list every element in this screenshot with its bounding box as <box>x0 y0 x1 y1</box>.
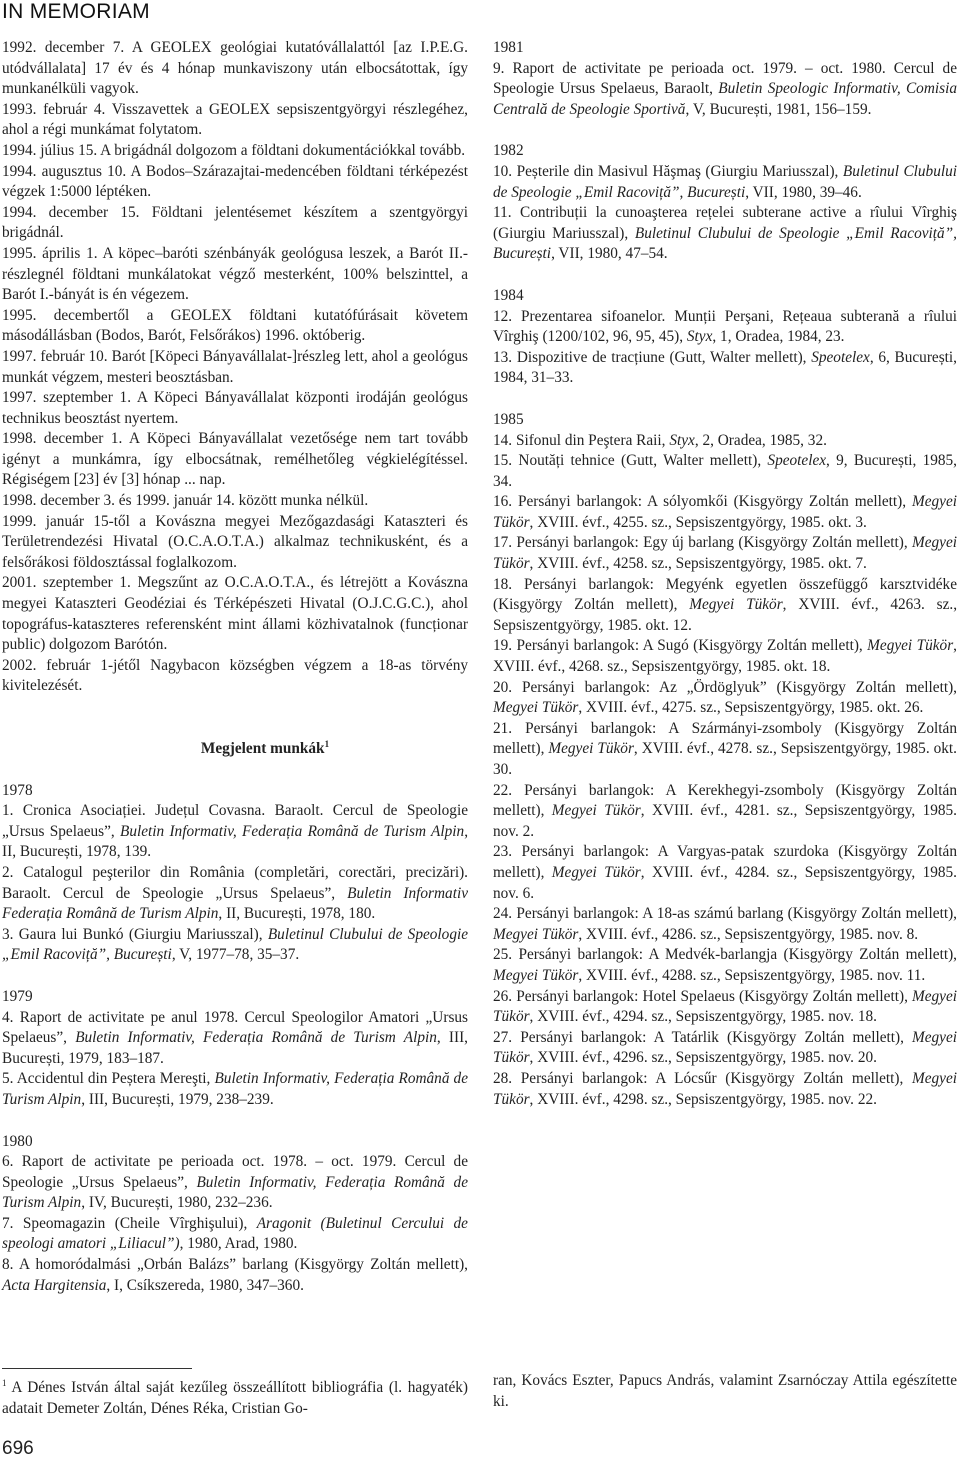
chronology-entry: 1997. szeptember 1. A Köpeci Bányavállalat központi irodáján geológus technikus beosztást nyertem. <box>2 389 468 427</box>
entry-text: 4. Raport de activitate pe anul 1978. Cercul Speologilor Amatori „Ursus Spelaeus”, <box>2 1008 468 1047</box>
chronology-entry: 1993. február 4. Visszavettek a GEOLEX sepsiszentgyörgyi részlegéhez, ahol a régi munkámat folytatom. <box>2 100 468 139</box>
bibliography-1985 <box>493 431 957 1111</box>
entry-publication: Buletinul Clubului de Speologie „Emil Racoviță”, București <box>2 925 469 964</box>
bibliography-entry <box>493 307 957 348</box>
bibliography-entry <box>493 1069 957 1110</box>
chronology-entry: 1998. december 1. A Köpeci Bányavállalat vezetősége nem tart tovább igényt a munkámra, így elbocsátnak, remélhetőleg végkielégítéssel. Régiségem [23] év [3] hónap ... nap. <box>2 430 468 489</box>
bibliography-entry <box>493 451 957 492</box>
entry-text: 23. Persányi barlangok: A Vargyas-patak szurdoka (Kisgyörgy Zoltán mellett), <box>493 843 957 881</box>
chronology-entry: 1995. decembertől a GEOLEX földtani kutatófúrásait követem másodállásban (Bodos, Barót, Felsőrákos) 1996. októberig. <box>2 306 468 345</box>
entry-details: , 1, Oradea, 1984, 23. <box>712 328 845 346</box>
bibliography-1981 <box>493 59 957 121</box>
entry-publication: Acta Hargitensia <box>2 1276 107 1294</box>
chronology-list <box>2 38 468 697</box>
entry-details: , II, București, 1978, 180. <box>218 905 376 923</box>
entry-publication: Buletinul Clubului de Speologie „Emil Racoviță”, București <box>493 162 958 201</box>
bibliography-1984 <box>493 307 957 389</box>
entry-text: 2. Catalogul peşterilor din România (completări, corectări, precizări). Baraolt. Cercul de Speologie „Ursus Spelaeus”, <box>2 863 468 902</box>
bibliography-entry <box>2 1008 468 1070</box>
year-heading-1982: 1982 <box>493 142 524 160</box>
entry-publication: Megyei Tükör <box>493 493 957 531</box>
entry-details: , XVIII. évf., 4281. sz., Sepsiszentgyörgy, 1985. nov. 2. <box>493 802 957 840</box>
entry-publication: Speotelex <box>811 348 870 366</box>
entry-text: 13. Dispozitive de tracțiune (Gutt, Walter mellett), <box>493 348 812 366</box>
chronology-entry: 1997. február 10. Barót [Köpeci Bányavállalat-]részleg lett, ahol a geológus munkát végzem, mesteri beosztásban. <box>2 347 468 386</box>
bibliography-entry <box>493 678 957 719</box>
entry-publication: Megyei Tükör <box>493 534 957 573</box>
entry-publication: Megyei Tükör <box>493 987 957 1026</box>
entry-text: 20. Persányi barlangok: Az „Ördöglyuk” (Kisgyörgy Zoltán mellett), <box>493 678 957 696</box>
entry-details: , XVIII. évf., 4284. sz., Sepsiszentgyörgy, 1985. nov. 6. <box>493 863 957 902</box>
entry-publication: Megyei Tükör <box>551 863 641 881</box>
bibliography-entry <box>2 1152 468 1214</box>
entry-text: 28. Persányi barlangok: A Lócsűr (Kisgyörgy Zoltán mellett), <box>493 1069 912 1087</box>
page-number: 696 <box>2 1438 34 1459</box>
entry-details: , XVIII. évf., 4298. sz., Sepsiszentgyörgy, 1985. nov. 22. <box>529 1090 877 1108</box>
bibliography-entry <box>493 719 957 781</box>
bibliography-entry <box>493 162 957 203</box>
bibliography-entry <box>2 863 468 925</box>
bibliography-1980 <box>2 1152 468 1296</box>
running-title: IN MEMORIAM <box>2 0 150 23</box>
entry-text: 14. Sifonul din Peştera Raii, <box>493 431 670 449</box>
chronology-entry: 2002. február 1-jétől Nagybacon községben végzem a 18-as törvény kivitelezését. <box>2 656 468 695</box>
entry-details: , II, București, 1978, 139. <box>2 822 469 861</box>
entry-details: , XVIII. évf., 4255. sz., Sepsiszentgyörgy, 1985. okt. 3. <box>529 513 867 531</box>
entry-details: , XVIII. évf., 4296. sz., Sepsiszentgyörgy, 1985. nov. 20. <box>529 1049 877 1067</box>
bibliography-entry <box>493 533 957 574</box>
right-column <box>493 38 957 1110</box>
bibliography-entry <box>2 925 468 966</box>
entry-text: 22. Persányi barlangok: A Kerekhegyi-zsomboly (Kisgyörgy Zoltán mellett), <box>493 781 957 820</box>
entry-publication: Megyei Tükör <box>493 966 579 984</box>
entry-publication: Styx <box>686 328 713 346</box>
bibliography-entry <box>493 59 957 121</box>
entry-details: , VII, 1980, 39–46. <box>745 183 862 201</box>
bibliography-entry <box>493 842 957 904</box>
entry-text: 27. Persányi barlangok: A Tatárlik (Kisgyörgy Zoltán mellett), <box>493 1028 912 1046</box>
bibliography-entry <box>493 636 957 677</box>
entry-details: , V, București, 1981, 156–159. <box>685 100 872 118</box>
bibliography-entry <box>2 1214 468 1255</box>
entry-publication: Buletinul Clubului de Speologie „Emil Racoviță”, București <box>493 224 957 263</box>
entry-text: 3. Gaura lui Bunkó (Giurgiu Mariusszal), <box>2 925 268 943</box>
bibliography-entry <box>493 945 957 986</box>
entry-text: 15. Noutăți tehnice (Gutt, Walter mellett), <box>493 452 768 470</box>
bibliography-entry <box>493 492 957 533</box>
year-heading-1985: 1985 <box>493 410 524 428</box>
chronology-entry: 1994. július 15. A brigádnál dolgozom a földtani dokumentációkkal tovább. <box>2 141 466 159</box>
entry-details: , 9, București, 1985, 34. <box>493 452 958 490</box>
entry-text: 25. Persányi barlangok: A Medvék-barlangja (Kisgyörgy Zoltán mellett), <box>493 946 957 964</box>
entry-details: , III, București, 1979, 238–239. <box>81 1090 274 1108</box>
entry-text: 7. Speomagazin (Cheile Vîrghişului), <box>2 1214 257 1232</box>
entry-details: , 1980, Arad, 1980. <box>179 1235 298 1253</box>
footnote-right <box>493 1371 957 1412</box>
entry-publication: Buletin Informativ, Federația Română de Turism Alpin <box>75 1029 437 1047</box>
chronology-entry: 1998. december 3. és 1999. január 14. között munka nélkül. <box>2 492 369 510</box>
footnote-reference: 1 <box>324 738 330 749</box>
footnote-text-right: ran, Kovács Eszter, Papucs András, valamint Zsarnóczay Attila egészítette ki. <box>493 1372 957 1410</box>
bibliography-entry <box>493 904 957 945</box>
entry-details: , XVIII. évf., 4275. sz., Sepsiszentgyörgy, 1985. okt. 26. <box>578 699 924 717</box>
year-heading-1979: 1979 <box>2 987 33 1005</box>
chronology-entry: 1999. január 15-től a Kovászna megyei Mezőgazdasági Kataszteri és Területrendezési Hivatal (O.C.A.O.T.A.) alkalmaz technikusként, és a felsőrákosi földosztással foglalkozom. <box>2 512 468 571</box>
left-column <box>2 38 468 1296</box>
year-heading-1980: 1980 <box>2 1132 33 1150</box>
bibliography-1978 <box>2 801 468 966</box>
chronology-entry: 1992. december 7. A GEOLEX geológiai kutatóvállalattól [az I.P.E.G. utódvállalata] 17 év és 4 hónap munkaviszony után elbocsátottak, így munkanélküli vagyok. <box>2 39 468 98</box>
entry-publication: Aragonit (Buletinul Cercului de speologi amatori „Liliacul”) <box>2 1214 468 1253</box>
chronology-entry: 1995. április 1. A köpec–baróti szénbányák geológusa leszek, a Barót II.-részlegnél földtani munkálatokat végző mesterként, 100% belszinttel, a Barót I.-bányát is én végezem. <box>2 244 468 304</box>
entry-publication: Megyei Tükör <box>493 1028 957 1067</box>
bibliography-entry <box>493 781 957 843</box>
bibliography-entry <box>493 987 957 1028</box>
entry-text: 26. Persányi barlangok: Hotel Spelaeus (Kisgyörgy Zoltán mellett), <box>493 987 912 1005</box>
entry-details: , XVIII. évf., 4278. sz., Sepsiszentgyörgy, 1985. okt. 30. <box>493 740 957 778</box>
entry-publication: Buletin Informativ Federația Română de Turism Alpin <box>2 884 468 923</box>
bibliography-entry <box>493 1028 957 1069</box>
entry-publication: Megyei Tükör <box>548 740 634 758</box>
entry-publication: Megyei Tükör <box>493 1069 957 1108</box>
entry-publication: Megyei Tükör <box>867 637 954 655</box>
entry-text: 12. Prezentarea sifoanelor. Munții Perşani, Rețeaua subterană a rîului Vîrghiş (1200/102, 96, 95, 45), <box>493 307 957 346</box>
entry-details: , VII, 1980, 47–54. <box>551 245 668 263</box>
bibliography-entry <box>493 203 957 265</box>
bibliography-entry <box>2 801 468 863</box>
bibliography-entry <box>2 1069 468 1110</box>
entry-text: 6. Raport de activitate pe perioada oct. 1978. – oct. 1979. Cercul de Speologie „Ursus Spelaeus”, <box>2 1153 468 1191</box>
entry-publication: Megyei Tükör <box>493 925 579 943</box>
footnote-rule <box>2 1368 192 1369</box>
entry-details: , V, 1977–78, 35–37. <box>171 946 300 964</box>
entry-publication: Speotelex <box>767 452 827 470</box>
entry-text: 11. Contribuții la cunoaşterea rețelei subterane active a rîului Vîrghiş (Giurgiu Mariusszal), <box>493 204 957 242</box>
entry-text: 5. Accidentul din Peștera Mereşti, <box>2 1070 215 1088</box>
entry-text: 18. Persányi barlangok: Megyénk egyetlen összefüggő karsztvidéke (Kisgyörgy Zoltán mellett), <box>493 575 957 614</box>
entry-text: 24. Persányi barlangok: A 18-as számú barlang (Kisgyörgy Zoltán mellett), <box>493 905 957 923</box>
entry-details: , XVIII. évf., 4268. sz., Sepsiszentgyörgy, 1985. okt. 18. <box>493 637 957 676</box>
entry-text: 19. Persányi barlangok: A Sugó (Kisgyörgy Zoltán mellett), <box>493 637 868 655</box>
entry-text: 21. Persányi barlangok: A Szármányi-zsomboly (Kisgyörgy Zoltán mellett), <box>493 719 957 758</box>
entry-publication: Megyei Tükör <box>551 802 641 820</box>
year-heading-1981: 1981 <box>493 39 524 56</box>
entry-text: 8. A homoródalmási „Orbán Balázs” barlang (Kisgyörgy Zoltán mellett), <box>2 1256 468 1274</box>
entry-publication: Megyei Tükör <box>689 596 783 614</box>
entry-text: 9. Raport de activitate pe perioada oct. 1979. – oct. 1980. Cercul de Speologie Ursus Spelaeus, Baraolt, <box>493 59 957 98</box>
entry-details: , XVIII. évf., 4286. sz., Sepsiszentgyörgy, 1985. nov. 8. <box>578 925 919 943</box>
entry-text: 1. Cronica Asociației. Județul Covasna. Baraolt. Cercul de Speologie „Ursus Spelaeus”, <box>2 802 468 840</box>
entry-publication: Buletin Speologic Informativ, Comisia Centrală de Speologie Sportivă <box>493 80 957 118</box>
entry-text: 17. Persányi barlangok: Egy új barlang (Kisgyörgy Zoltán mellett), <box>493 534 912 552</box>
entry-details: , XVIII. évf., 4263. sz., Sepsiszentgyörgy, 1985. okt. 12. <box>493 596 958 634</box>
entry-details: , XVIII. évf., 4288. sz., Sepsiszentgyörgy, 1985. nov. 11. <box>578 966 926 984</box>
entry-text: 16. Persányi barlangok: A sólyomkői (Kisgyörgy Zoltán mellett), <box>493 493 912 511</box>
entry-publication: Buletin Informativ, Federația Română de Turism Alpin <box>2 1173 468 1212</box>
bibliography-entry <box>493 348 957 389</box>
entry-details: , I, Csíkszereda, 1980, 347–360. <box>106 1276 304 1294</box>
bibliography-entry <box>493 575 957 637</box>
entry-publication: Buletin Informativ, Federația Română de Turism Alpin <box>2 1070 468 1108</box>
bibliography-1982 <box>493 162 957 265</box>
chronology-entry: 2001. szeptember 1. Megszűnt az O.C.A.O.T.A., és létrejött a Kovászna megyei Kataszteri Geodéziai és Térképészeti Hivatal (O.J.C.G.C.), ahol topográfus-kataszteres referensként mint állami közhivatalnok (funcționar public) dolgozom Barótón. <box>2 574 468 654</box>
entry-text: 10. Peșterile din Masivul Hăşmaş (Giurgiu Mariusszal), <box>493 162 843 180</box>
chronology-entry: 1994. december 15. Földtani jelentésemet készítem a szentgyörgyi brigádnál. <box>2 203 468 242</box>
year-heading-1984: 1984 <box>493 286 524 304</box>
bibliography-entry <box>2 1255 468 1296</box>
footnote-text-left: A Dénes István által saját kezűleg összeállított bibliográfia (l. hagyaték) adatait Demeter Zoltán, Dénes Réka, Cristian Go- <box>2 1379 468 1417</box>
entry-publication: Styx <box>669 431 695 449</box>
entry-details: , IV, București, 1980, 232–236. <box>81 1194 273 1212</box>
entry-publication: Buletin Informativ, Federația Română de Turism Alpin <box>120 822 465 840</box>
chronology-entry: 1994. augusztus 10. A Bodos–Szárazajtai-medencében földtani térképezést végzek 1:5000 léptéken. <box>2 162 468 201</box>
entry-details: , XVIII. évf., 4294. sz., Sepsiszentgyörgy, 1985. nov. 18. <box>529 1008 877 1026</box>
year-heading-1978: 1978 <box>2 781 33 799</box>
entry-details: , III, București, 1979, 183–187. <box>2 1029 468 1067</box>
bibliography-1979 <box>2 1008 468 1111</box>
entry-details: , XVIII. évf., 4258. sz., Sepsiszentgyörgy, 1985. okt. 7. <box>529 555 867 573</box>
entry-publication: Megyei Tükör <box>493 699 579 717</box>
entry-details: , 6, București, 1984, 31–33. <box>493 348 957 387</box>
bibliography-entry <box>493 431 957 452</box>
section-heading: Megjelent munkák$^1$ <box>200 738 330 757</box>
footnote-left <box>2 1378 468 1419</box>
footnote-mark: 1 <box>2 1377 7 1388</box>
entry-details: , 2, Oradea, 1985, 32. <box>694 431 827 449</box>
